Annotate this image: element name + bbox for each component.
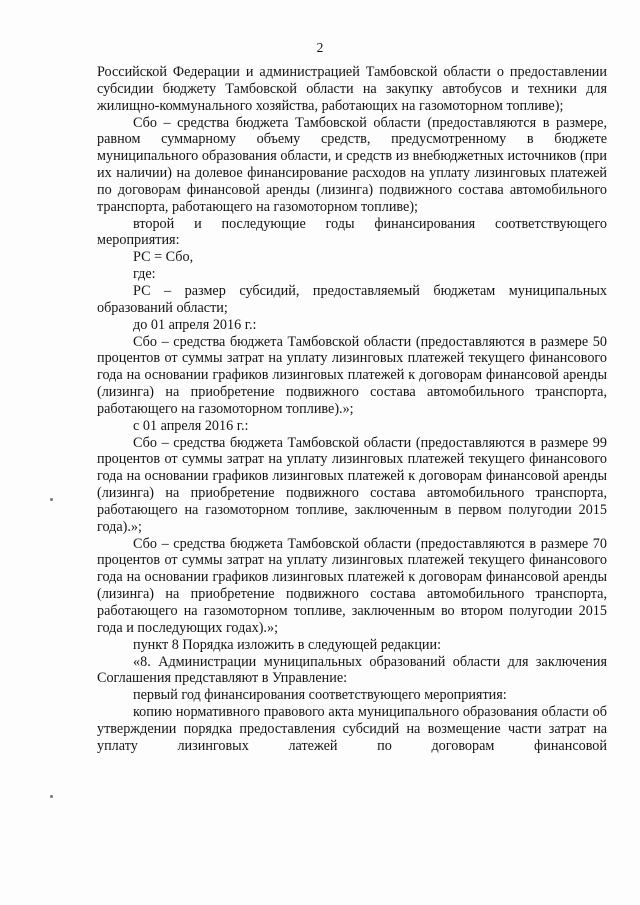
- scan-speck: [50, 795, 53, 798]
- paragraph-clause-8: «8. Администрации муниципальных образований области для заключения Соглашения представляют в Управление:: [97, 653, 607, 687]
- paragraph-first-year: первый год финансирования соответствующего мероприятия:: [133, 687, 507, 704]
- scan-speck: [50, 498, 53, 501]
- paragraph-rs-definition: РС – размер субсидий, предоставляемый бюджетам муниципальных образований области;: [97, 282, 607, 316]
- paragraph-clause-8-intro: пункт 8 Порядка изложить в следующей редакции:: [133, 636, 442, 653]
- formula-line: РС = Сбо,: [133, 249, 194, 266]
- document-body: [97, 64, 607, 755]
- page-number: 2: [316, 40, 324, 55]
- paragraph-second-year: второй и последующие годы финансирования соответствующего мероприятия:: [97, 215, 607, 249]
- paragraph-sbo-99-percent: Сбо – средства бюджета Тамбовской области (предоставляются в размере 99 процентов от суммы затрат на уплату лизинговых платежей текущего финансового года на основании графиков лизинговых платежей к договорам финансовой аренды (лизинга) на приобретение подвижного состава автомобильного транспорта, работающего на газомоторном топливе, заключенным в первом полугодии 2015 года).»;: [97, 434, 607, 535]
- paragraph-sbo-70-percent: Сбо – средства бюджета Тамбовской области (предоставляются в размере 70 процентов от суммы затрат на уплату лизинговых платежей текущего финансового года на основании графиков лизинговых платежей к договорам финансовой аренды (лизинга) на приобретение подвижного состава автомобильного транспорта, работающего на газомоторном топливе, заключенным во втором полугодии 2015 года и последующих годах).»;: [97, 535, 607, 636]
- paragraph-before-april-2016: до 01 апреля 2016 г.:: [133, 316, 257, 333]
- paragraph-from-april-2016: с 01 апреля 2016 г.:: [133, 417, 249, 434]
- paragraph-where: где:: [133, 266, 156, 283]
- paragraph-sbo-50-percent: Сбо – средства бюджета Тамбовской области (предоставляются в размере 50 процентов от суммы затрат на уплату лизинговых платежей текущего финансового года на основании графиков лизинговых платежей к договорам финансовой аренды (лизинга) на приобретение подвижного состава автомобильного транспорта, работающего на газомоторном топливе).»;: [97, 333, 607, 417]
- paragraph-continuation: Российской Федерации и администрацией Тамбовской области о предоставлении субсидии бюджету Тамбовской области на закупку автобусов и техники для жилищно-коммунального хозяйства, работающих на газомоторном топливе);: [97, 64, 607, 114]
- paragraph-sbo-definition: Сбо – средства бюджета Тамбовской области (предоставляются в размере, равном суммарному объему средств, предусмотренному в бюджете муниципального образования области, и средств из внебюджетных источников (при их наличии) на долевое финансирование расходов на уплату лизинговых платежей по договорам финансовой аренды (лизинга) подвижного состава автомобильного транспорта, работающего на газомоторном топливе);: [97, 114, 607, 215]
- paragraph-copy-of-act: копию нормативного правового акта муниципального образования области об утверждении порядка предоставления субсидий на возмещение части затрат на уплату лизинговых латежей по договорам финансовой: [97, 704, 607, 754]
